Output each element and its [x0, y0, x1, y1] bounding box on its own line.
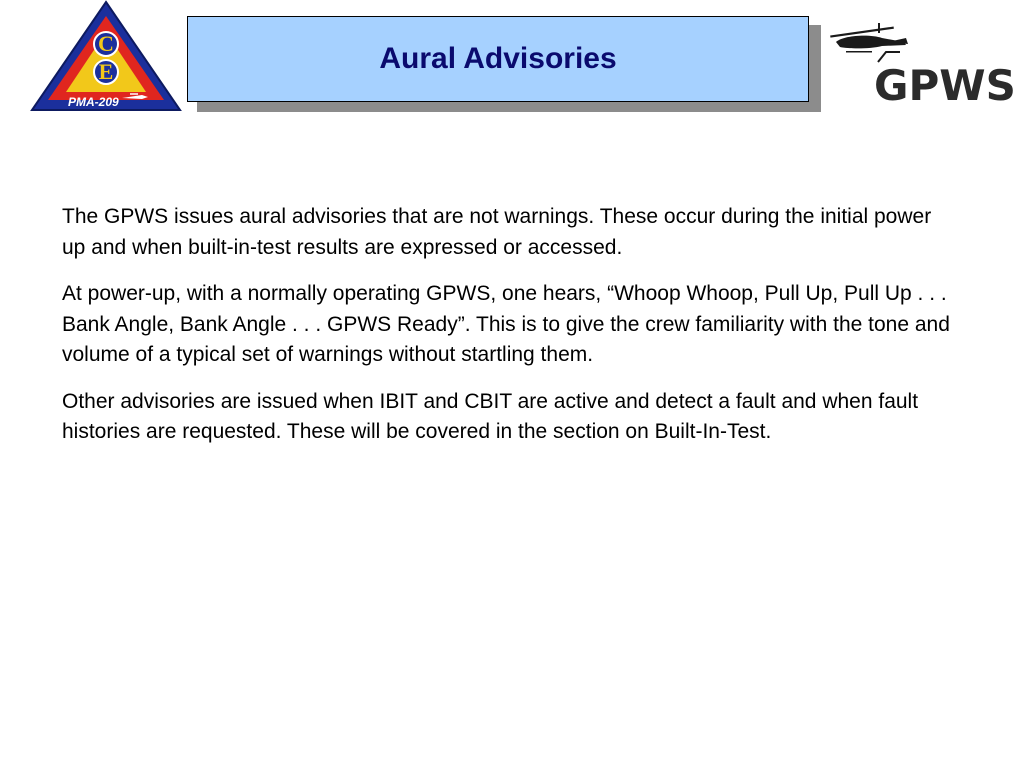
- pma-209-emblem-logo: [30, 0, 182, 112]
- slide-title: Aural Advisories: [379, 42, 617, 75]
- helicopter-icon: [830, 23, 908, 53]
- gpws-logo: [826, 20, 1020, 110]
- gpws-logo-text: GPWS: [874, 61, 1016, 110]
- slide-body: [62, 202, 952, 464]
- paragraph-2: At power-up, with a normally operating GPWS, one hears, “Whoop Whoop, Pull Up, Pull Up . . . Bank Angle, Bank Angle . . . GPWS Ready”. This is to give the crew familiarity with the tone and volume of a typical set of warnings without startling them.: [62, 282, 950, 366]
- title-banner: [187, 16, 809, 102]
- emblem-letter-c: C: [98, 31, 114, 56]
- paragraph-1: The GPWS issues aural advisories that are not warnings. These occur during the initial power up and when built-in-test results are expressed or accessed.: [62, 205, 932, 259]
- emblem-label: PMA-209: [68, 95, 119, 109]
- emblem-letter-e: E: [98, 59, 114, 84]
- paragraph-3: Other advisories are issued when IBIT and CBIT are active and detect a fault and when fault histories are requested. These will be covered in the section on Built-In-Test.: [62, 389, 919, 443]
